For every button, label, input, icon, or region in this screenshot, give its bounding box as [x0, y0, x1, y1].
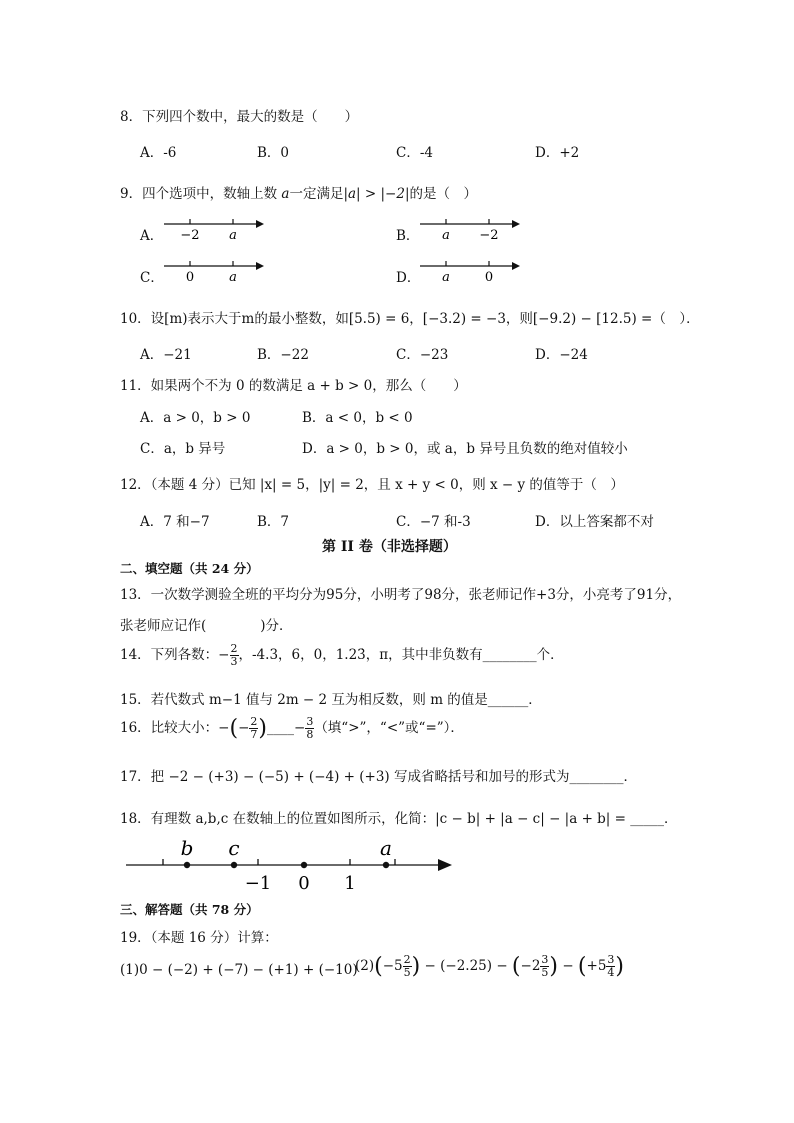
q9-stem: 9．四个选项中，数轴上数 a一定满足|a| > |−2|的是（ ） [120, 186, 477, 202]
q18-label-minus-one: −1 [244, 873, 272, 894]
q9-option-b-label: B． [396, 228, 420, 244]
q16-stem: 16．比较大小：−(− $\frac{2}{7}$ )____− $\frac{3}{8}$ （填“>”，“<”或“=”）． [120, 715, 464, 741]
q18-label-one: 1 [344, 873, 356, 894]
q8-option-a: A．-6 [140, 145, 177, 161]
q9-option-d-number-line [416, 256, 526, 286]
q9-c-tick1: 0 [185, 270, 195, 285]
q9-a-tick1: −2 [180, 228, 200, 243]
q18-number-line [120, 832, 460, 894]
q11-stem: 11．如果两个不为 0 的数满足 a + b > 0，那么（ ） [120, 378, 467, 394]
q9-option-a-number-line [160, 214, 270, 244]
q19-stem: 19．（本题 16 分）计算： [120, 930, 278, 946]
q10-stem: 10．设[m)表示大于m的最小整数，如[5.5) = 6，[−3.2) = −3，则[−9.2) − [12.5) =（ ）． [120, 311, 700, 327]
q10-option-d: D．−24 [535, 347, 588, 363]
q12-option-c: C．−7 和-3 [396, 514, 471, 530]
q13-line1: 13．一次数学测验全班的平均分为95分，小明考了98分，张老师记作+3分，小亮考了91分， [120, 587, 682, 603]
q9-option-c-number-line [160, 256, 270, 286]
q9-option-b-number-line [416, 214, 526, 244]
q11-option-a: A．a > 0，b > 0 [140, 410, 251, 426]
q9-option-a-label: A． [140, 228, 164, 244]
q9-d-tick2: 0 [484, 270, 494, 285]
q8-option-c: C．-4 [396, 145, 433, 161]
q17-stem: 17．把 −2 − (+3) − (−5) + (−4) + (+3) 写成省略括号和加号的形式为________． [120, 769, 637, 785]
q18-label-b: b [180, 836, 194, 860]
q11-option-c: C．a，b 异号 [140, 441, 226, 457]
q8-option-d: D．+2 [535, 145, 580, 161]
q18-label-a: a [380, 836, 392, 860]
q18-label-zero: 0 [298, 873, 310, 894]
q9-b-tick1: a [442, 228, 450, 243]
q18-label-c: c [228, 836, 240, 860]
q11-option-b: B．a < 0，b < 0 [302, 410, 413, 426]
section2-title: 二、填空题（共 24 分） [120, 561, 259, 576]
q8-option-b: B．0 [257, 145, 290, 161]
q10-option-b: B．−22 [257, 347, 309, 363]
q10-option-c: C．−23 [396, 347, 449, 363]
q13-line2: 张老师应记作( )分． [120, 618, 293, 634]
section3-title: 三、解答题（共 78 分） [120, 902, 259, 917]
q9-b-tick2: −2 [479, 228, 499, 243]
q12-option-d: D．以上答案都不对 [535, 514, 654, 530]
q9-option-d-label: D． [396, 270, 421, 286]
q12-stem: 12．（本题 4 分）已知 |x| = 5，|y| = 2，且 x + y < 0，则 x − y 的值等于（ ） [120, 477, 624, 493]
q9-d-tick1: a [442, 270, 450, 285]
q8-stem: 8．下列四个数中，最大的数是（ ） [120, 109, 359, 125]
part2-title: 第 II 卷（非选择题） [322, 539, 457, 555]
q15-stem: 15．若代数式 m−1 值与 2m − 2 互为相反数，则 m 的值是______． [120, 692, 542, 708]
q9-option-c-label: C． [140, 270, 164, 286]
q9-a-tick2: a [229, 228, 237, 243]
q19-part1: (1)0 − (−2) + (−7) − (+1) + (−10) [120, 962, 358, 978]
q10-option-a: A．−21 [140, 347, 192, 363]
q18-stem: 18．有理数 a,b,c 在数轴上的位置如图所示，化简：|c − b| + |a − c| − |a + b| = _____． [120, 811, 678, 827]
q12-option-b: B．7 [257, 514, 290, 530]
q14-stem: 14．下列各数：− $\frac{2}{3}$ ，-4.3，6，0，1.23̇，π，其中非负数有________个． [120, 642, 564, 668]
q9-c-tick2: a [229, 270, 237, 285]
q12-option-a: A．7 和−7 [140, 514, 210, 530]
q19-part2: (2)(−5 $\frac{2}{5}$ ) − (−2.25) − (−2 $\frac{3}{5}$ ) − (+5 $\frac{3}{4}$ ) [355, 953, 625, 979]
q11-option-d: D．a > 0，b > 0，或 a，b 异号且负数的绝对值较小 [302, 441, 628, 457]
